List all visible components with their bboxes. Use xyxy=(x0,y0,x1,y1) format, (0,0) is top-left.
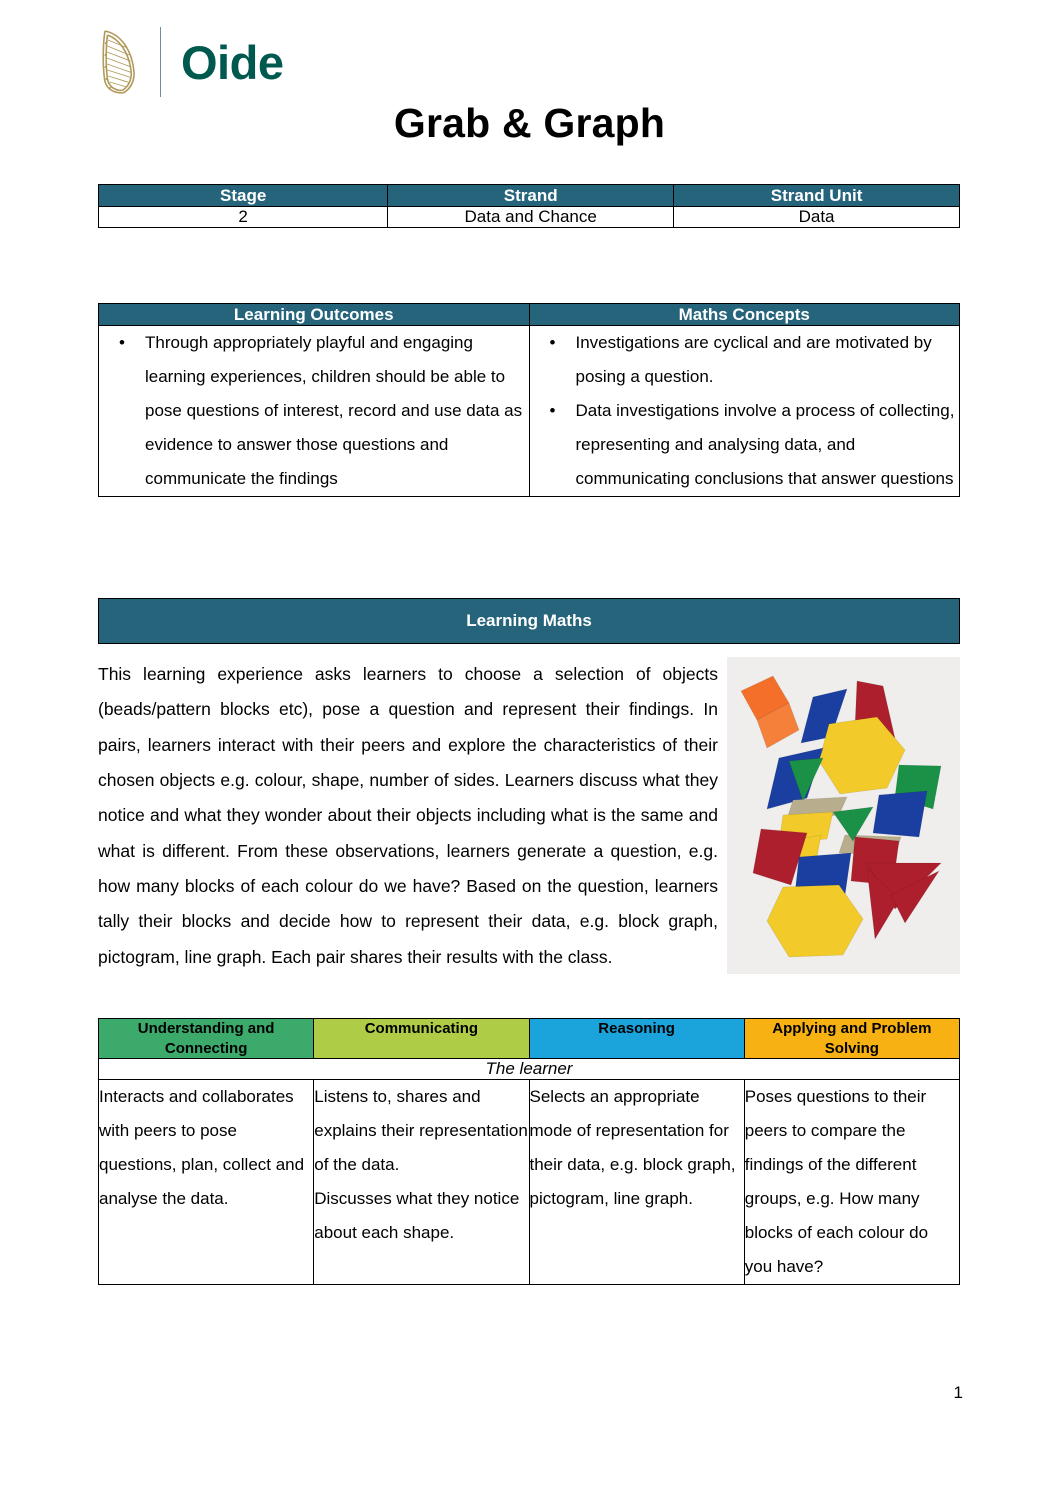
column-header-learning-outcomes: Learning Outcomes xyxy=(99,304,530,326)
page-title: Grab & Graph xyxy=(393,100,666,146)
column-header-applying-and-problem-solving: Applying and Problem Solving xyxy=(744,1019,959,1059)
column-header-maths-concepts: Maths Concepts xyxy=(529,304,960,326)
cell-strand-value: Data and Chance xyxy=(388,207,674,228)
page-number: 1 xyxy=(953,1383,963,1402)
table-row xyxy=(99,207,960,228)
column-header-strand: Strand xyxy=(388,185,674,207)
table-row xyxy=(99,326,960,497)
outcomes-table xyxy=(98,303,960,497)
table-row xyxy=(99,1080,960,1285)
table-row xyxy=(99,185,960,207)
cell-strand-unit-value: Data xyxy=(674,207,960,228)
cell-understanding-and-connecting: Interacts and collaborates with peers to pose questions, plan, collect and analyse the data. xyxy=(99,1080,314,1285)
column-header-communicating: Communicating xyxy=(314,1019,529,1059)
column-header-strand-unit: Strand Unit xyxy=(674,185,960,207)
skills-table xyxy=(98,1018,960,1285)
oide-logo xyxy=(96,24,283,100)
table-row xyxy=(99,1019,960,1059)
the-learner-subheader: The learner xyxy=(99,1059,960,1080)
maths-concepts-list xyxy=(530,326,960,496)
cell-applying-and-problem-solving: Poses questions to their peers to compare the findings of the different groups, e.g. How many blocks of each colour do you have? xyxy=(744,1080,959,1285)
learning-maths-paragraph: This learning experience asks learners to choose a selection of objects (beads/pattern blocks etc), pose a question and represent their findings. In pairs, learners interact with their peers and explore the characteristics of their chosen objects e.g. colour, shape, number of sides. Learners discuss what they notice and what they wonder about their objects including what is the same and what is different. From these observations, learners generate a question, e.g. how many blocks of each colour do we have? Based on the question, learners tally their blocks and decide how to represent their data, e.g. block graph, pictogram, line graph. Each pair shares their results with the class. xyxy=(98,664,718,967)
table-row xyxy=(99,1059,960,1080)
pattern-blocks-illustration xyxy=(727,657,960,974)
learning-maths-banner: Learning Maths xyxy=(98,598,960,644)
list-item: • Investigations are cyclical and are motivated by posing a question. xyxy=(576,326,960,394)
cell-learning-outcomes xyxy=(99,326,530,497)
column-header-reasoning: Reasoning xyxy=(529,1019,744,1059)
pattern-blocks-photo xyxy=(727,657,960,974)
table-row xyxy=(99,304,960,326)
column-header-understanding-and-connecting: Understanding and Connecting xyxy=(99,1019,314,1059)
stage-table xyxy=(98,184,960,228)
cell-communicating: Listens to, shares and explains their representation of the data. Discusses what they notice about each shape. xyxy=(314,1080,529,1285)
learning-maths-section xyxy=(98,657,960,975)
column-header-stage: Stage xyxy=(99,185,388,207)
cell-reasoning: Selects an appropriate mode of representation for their data, e.g. block graph, pictogram, line graph. xyxy=(529,1080,744,1285)
logo-divider xyxy=(160,27,161,97)
list-item: • Data investigations involve a process of collecting, representing and analysing data, and communicating conclusions that answer questions xyxy=(576,394,960,496)
cell-maths-concepts xyxy=(529,326,960,497)
cell-stage-value: 2 xyxy=(99,207,388,228)
harp-icon xyxy=(96,27,142,97)
list-item: • Through appropriately playful and engaging learning experiences, children should be able to pose questions of interest, record and use data as evidence to answer those questions and communicate the findings xyxy=(145,326,529,496)
brand-name: Oide xyxy=(181,35,284,89)
learning-outcomes-list xyxy=(99,326,529,496)
